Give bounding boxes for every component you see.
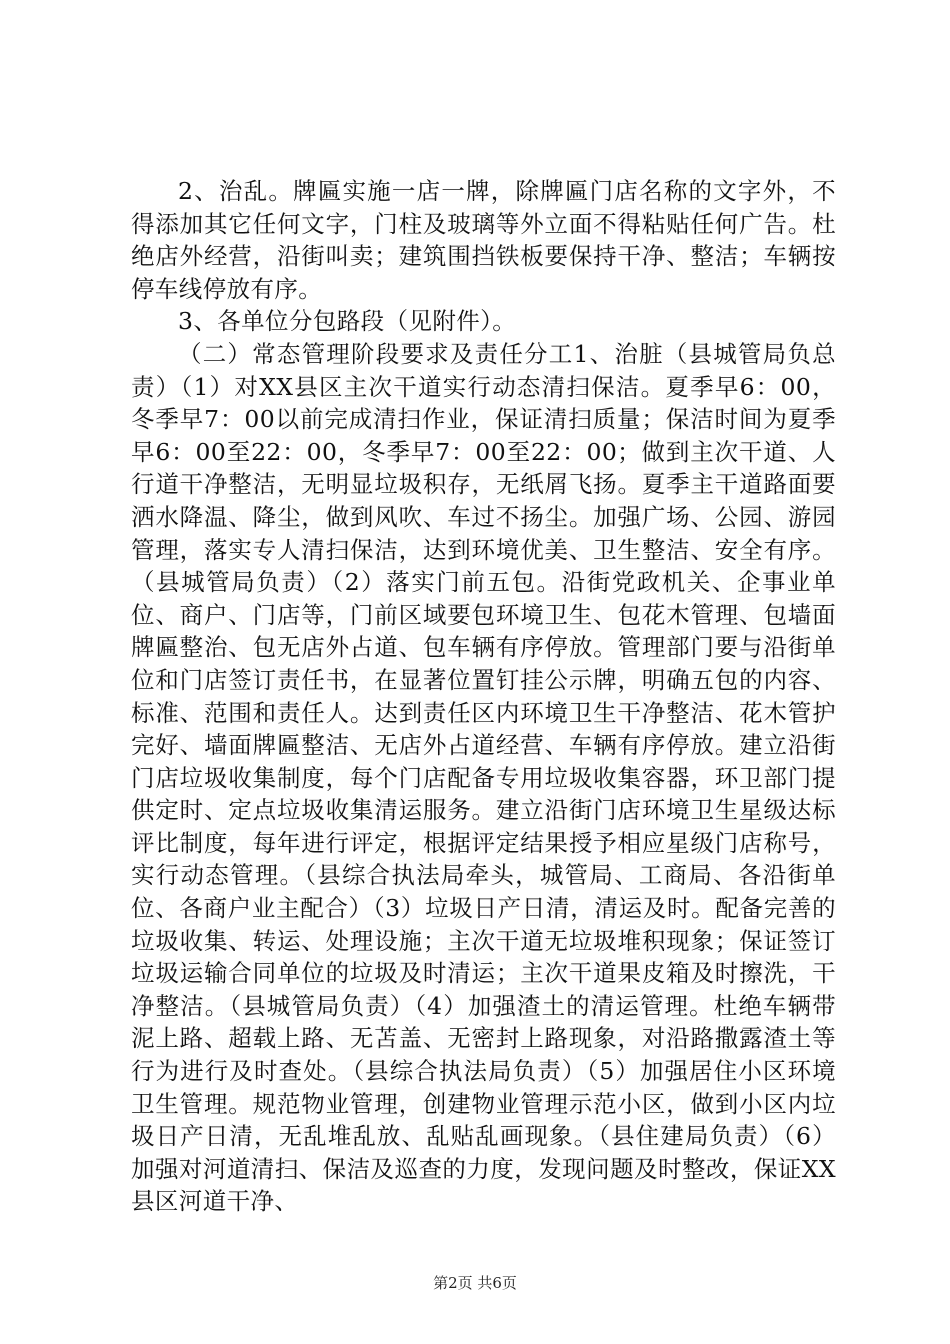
page-number-footer: 第2页 共6页 [433, 1274, 517, 1292]
document-body [131, 175, 836, 1218]
paragraph-zhiluan: 2、治乱。牌匾实施一店一牌，除牌匾门店名称的文字外，不得添加其它任何文字，门柱及玻璃等外立面不得粘贴任何广告。杜绝店外经营，沿街叫卖；建筑围挡铁板要保持干净、整洁；车辆按停车线停放有序。 [131, 177, 836, 303]
paragraph-changtai-guanli: （二）常态管理阶段要求及责任分工1、治脏（县城管局负总责）（1）对XX县区主次干道实行动态清扫保洁。夏季早6：00，冬季早7：00以前完成清扫作业，保证清扫质量；保洁时间为夏季早6：00至22：00，冬季早7：00至22：00；做到主次干道、人行道干净整洁，无明显垃圾积存，无纸屑飞扬。夏季主干道路面要洒水降温、降尘，做到风吹、车过不扬尘。加强广场、公园、游园管理，落实专人清扫保洁，达到环境优美、卫生整洁、安全有序。（县城管局负责）（2）落实门前五包。沿街党政机关、企事业单位、商户、门店等，门前区域要包环境卫生、包花木管理、包墙面牌匾整治、包无店外占道、包车辆有序停放。管理部门要与沿街单位和门店签订责任书，在显著位置钉挂公示牌，明确五包的内容、标准、范围和责任人。达到责任区内环境卫生干净整洁、花木管护完好、墙面牌匾整洁、无店外占道经营、车辆有序停放。建立沿街门店垃圾收集制度，每个门店配备专用垃圾收集容器，环卫部门提供定时、定点垃圾收集清运服务。建立沿街门店环境卫生星级达标评比制度，每年进行评定，根据评定结果授予相应星级门店称号，实行动态管理。（县综合执法局牵头，城管局、工商局、各沿街单位、各商户业主配合）（3）垃圾日产日清，清运及时。配备完善的垃圾收集、转运、处理设施；主次干道无垃圾堆积现象；保证签订垃圾运输合同单位的垃圾及时清运；主次干道果皮箱及时擦洗，干净整洁。（县城管局负责）（4）加强渣土的清运管理。杜绝车辆带泥上路、超载上路、无苫盖、无密封上路现象，对沿路撒露渣土等行为进行及时查处。（县综合执法局负责）（5）加强居住小区环境卫生管理。规范物业管理，创建物业管理示范小区，做到小区内垃圾日产日清，无乱堆乱放、乱贴乱画现象。（县住建局负责）（6）加强对河道清扫、保洁及巡查的力度，发现问题及时整改，保证XX县区河道干净、 [131, 339, 836, 1216]
paragraph-fenbao-luduan: 3、各单位分包路段（见附件）。 [178, 307, 517, 336]
